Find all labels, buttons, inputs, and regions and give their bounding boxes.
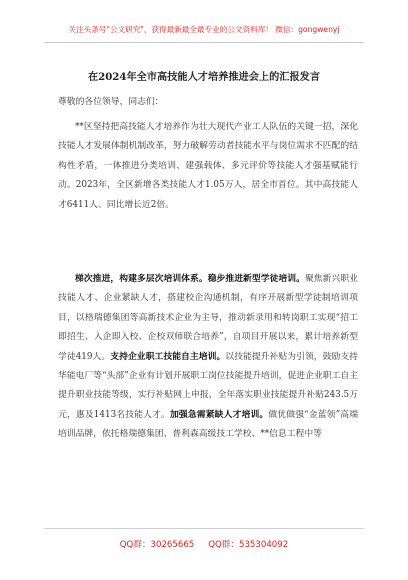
paragraph-1 [58,118,358,215]
footer-qq-group-1: QQ群：30265665 [119,540,195,550]
footer-qq-group-2: QQ群：535304092 [208,540,289,550]
paragraph-2-text-c: 做优做强“金蓝领”高端培训品牌，依托格瑞德集团、普利森高级技工学校、**信息工程中等 [58,409,358,440]
salutation: 尊敬的各位领导，同志们： [58,97,164,107]
header-divider [44,42,364,43]
paragraph-2-text-a: 聚焦新兴职业技能人才、企业紧缺人才，搭建校企沟通机制，有序开展新型学徒制培训项目，以格瑞德集团等高新技术企业为主导，推动新录用和转岗职工实现“招工即招生、入企即入校、企校双师联合培养”，自项目开展以来，累计培养新型学徒419人。 [58,274,358,362]
header-banner: 关注头条号"公文研究"，获得最新最全最专业的公文资料库！ 微信：gongwenyj [68,25,340,34]
paragraph-2-lead-3: 加强急需紧缺人才培训。 [169,409,269,420]
footer [0,538,408,550]
paragraph-2-lead-2: 支持企业职工技能自主培训。 [110,351,226,362]
paragraph-2-text-b: 以技能提升补贴为引领，鼓励支持华能电厂等“头部”企业有计划开展职工岗位技能提升培训，促进企业职工自主提升职业技能等级，实行补贴网上申报，全年落实职业技能提升补贴243.5万元，惠及1413名技能人才。 [58,351,358,420]
paragraph-1-text: **区坚持把高技能人才培养作为壮大现代产业工人队伍的关键一招，深化技能人才发展体制机制改革，努力破解劳动者技能水平与岗位需求不匹配的结构性矛盾，一体推进分类培训、建强载体、多元评价等技能人才强基赋能行动。2023年，全区新增各类技能人才1.05万人，居全市首位。其中高技能人才6411人、同比增长近2倍。 [58,122,358,210]
paragraph-2-lead: 梯次推进，构建多层次培训体系。稳步推进新型学徒培训。 [75,274,305,284]
footer-divider [44,528,364,529]
paragraph-2 [58,270,358,445]
document-title: 在2024年全市高技能人才培养推进会上的汇报发言 [87,71,321,83]
